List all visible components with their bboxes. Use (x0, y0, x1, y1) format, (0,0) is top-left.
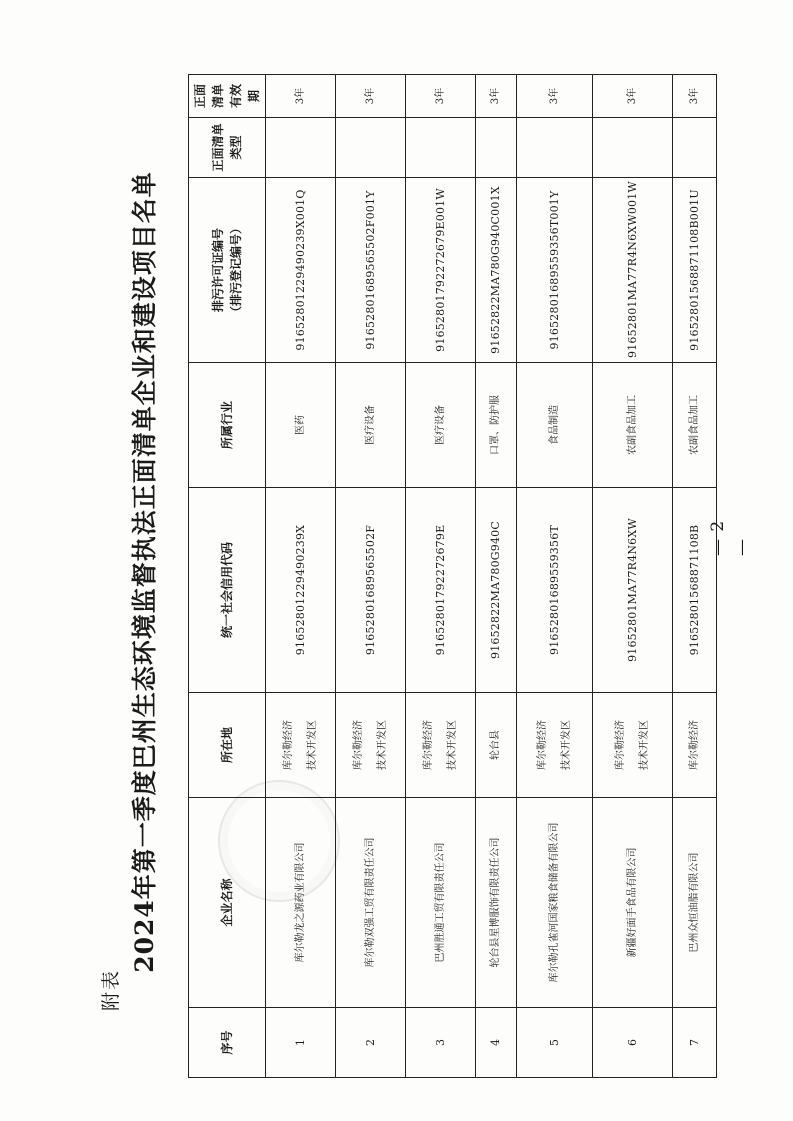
cell-location (673, 693, 717, 798)
cell-location-line1: 库尔勒经济 (352, 720, 364, 770)
cell-list-type (476, 118, 517, 178)
cell-validity: 3年 (476, 75, 517, 118)
cell-location-line1: 库尔勒经济 (536, 720, 548, 770)
cell-name: 库尔勒龙之源药业有限公司 (266, 798, 336, 1008)
cell-location-line2: 技术开发区 (306, 720, 318, 770)
cell-permit: 91652801689559356T001Y (517, 178, 593, 363)
enterprise-list-table (188, 74, 717, 1078)
cell-no: 7 (673, 1008, 717, 1078)
cell-industry: 医药 (266, 363, 336, 488)
cell-industry: 口罩、防护服 (476, 363, 517, 488)
cell-location-line2: 技术开发区 (638, 720, 650, 770)
cell-validity: 3年 (517, 75, 593, 118)
enterprise-list-table-container (188, 75, 701, 1078)
cell-location-line2: 技术开发区 (446, 720, 458, 770)
table-row (517, 75, 593, 1078)
cell-industry: 农副食品加工 (673, 363, 717, 488)
cell-location (476, 693, 517, 798)
cell-validity: 3年 (266, 75, 336, 118)
cell-location-line1: 库尔勒经济 (282, 720, 294, 770)
cell-credit-code: 91652801689565502F (336, 488, 406, 693)
cell-list-type (517, 118, 593, 178)
cell-list-type (593, 118, 673, 178)
cell-location-line1: 库尔勒经济 (614, 720, 626, 770)
cell-no: 6 (593, 1008, 673, 1078)
cell-location (406, 693, 476, 798)
cell-credit-code: 91652801689559356T (517, 488, 593, 693)
cell-no: 3 (406, 1008, 476, 1078)
page-number: — 2 — (708, 519, 752, 556)
cell-validity: 3年 (406, 75, 476, 118)
cell-no: 1 (266, 1008, 336, 1078)
header-credit-code: 统一社会信用代码 (189, 488, 266, 693)
header-name: 企业名称 (189, 798, 266, 1008)
cell-location-line2: 技术开发区 (376, 720, 388, 770)
cell-validity: 3年 (673, 75, 717, 118)
cell-credit-code: 91652822MA780G940C (476, 488, 517, 693)
table-row (673, 75, 717, 1078)
cell-industry: 农副食品加工 (593, 363, 673, 488)
cell-list-type (673, 118, 717, 178)
table-row (593, 75, 673, 1078)
cell-validity: 3年 (593, 75, 673, 118)
cell-location-line1: 轮台县 (490, 730, 501, 760)
cell-location-line1: 库尔勒经济 (422, 720, 434, 770)
cell-industry: 医疗设备 (406, 363, 476, 488)
cell-name: 新疆好面手食品有限公司 (593, 798, 673, 1008)
cell-permit: 91652822MA780G940C001X (476, 178, 517, 363)
cell-list-type (406, 118, 476, 178)
cell-location (517, 693, 593, 798)
cell-credit-code: 91652801229490239X (266, 488, 336, 693)
cell-credit-code: 91652801792272679E (406, 488, 476, 693)
cell-name: 巴州胜通工贸有限责任公司 (406, 798, 476, 1008)
cell-industry: 食品制造 (517, 363, 593, 488)
cell-location (593, 693, 673, 798)
cell-list-type (266, 118, 336, 178)
cell-no: 5 (517, 1008, 593, 1078)
table-row (266, 75, 336, 1078)
table-row (476, 75, 517, 1078)
header-list-type: 正面清单类型 (189, 118, 266, 178)
cell-permit: 91652801689565502F001Y (336, 178, 406, 363)
cell-name: 库尔勒孔雀河国家粮食储备有限公司 (517, 798, 593, 1008)
cell-name: 库尔勒双强工贸有限责任公司 (336, 798, 406, 1008)
cell-name: 轮台县星博服饰有限责任公司 (476, 798, 517, 1008)
cell-location (336, 693, 406, 798)
cell-validity: 3年 (336, 75, 406, 118)
cell-industry: 医疗设备 (336, 363, 406, 488)
cell-name: 巴州众恒油脂有限公司 (673, 798, 717, 1008)
cell-permit: 91652801792272679E001W (406, 178, 476, 363)
cell-location-line1: 库尔勒经济 (688, 720, 700, 770)
table-row (406, 75, 476, 1078)
header-validity: 正面清单有效期 (189, 75, 266, 118)
attachment-label: 附表 (100, 968, 122, 1011)
cell-permit: 91652801229490239X001Q (266, 178, 336, 363)
header-no: 序号 (189, 1008, 266, 1078)
header-permit (189, 178, 266, 363)
header-industry: 所属行业 (189, 363, 266, 488)
header-permit-line1: 排污许可证编号 (211, 228, 225, 313)
cell-location-line2: 技术开发区 (560, 720, 572, 770)
document-title: 2024年第一季度巴州生态环境监督执法正面清单企业和建设项目名单 (130, 171, 159, 973)
cell-no: 4 (476, 1008, 517, 1078)
header-permit-line2: （排污登记编号） (229, 222, 243, 319)
cell-credit-code: 91652801MA77R4N6XW (593, 488, 673, 693)
cell-permit: 91652801568871108B001U (673, 178, 717, 363)
table-row (336, 75, 406, 1078)
header-location: 所在地 (189, 693, 266, 798)
table-header-row (189, 75, 266, 1078)
cell-credit-code: 91652801568871108B (673, 488, 717, 693)
cell-permit: 91652801MA77R4N6XW001W (593, 178, 673, 363)
cell-no: 2 (336, 1008, 406, 1078)
cell-location (266, 693, 336, 798)
cell-list-type (336, 118, 406, 178)
